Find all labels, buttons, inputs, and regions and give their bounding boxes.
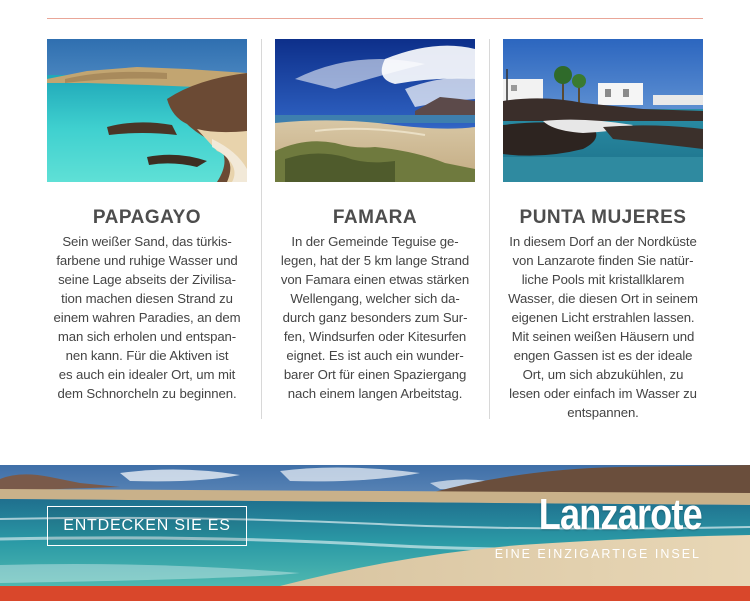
text-line: legen, hat der 5 km lange Strand <box>280 253 470 268</box>
top-divider-rule <box>47 18 703 19</box>
text-line: Mit seinen weißen Häusern und <box>511 329 695 344</box>
text-line: fen, Windsurfen oder Kitesurfen <box>283 329 467 344</box>
column-title: FAMARA <box>332 207 418 228</box>
text-line: Ort, um sich abzukühlen, zu <box>522 367 684 382</box>
column-title: PUNTA MUJERES <box>519 207 687 228</box>
beach-photo-papagayo <box>47 39 247 182</box>
text-line: Wellengang, welcher sich da- <box>290 291 460 306</box>
column-divider <box>489 39 490 419</box>
text-line: barer Ort für einen Spaziergang <box>283 367 467 382</box>
text-line: Sein weißer Sand, das türkis- <box>62 234 232 249</box>
text-line: man sich erholen und entspan- <box>57 329 237 344</box>
column-divider <box>261 39 262 419</box>
text-line: dem Schnorcheln zu beginnen. <box>57 386 237 401</box>
brand-title: Lanzarote <box>538 490 702 539</box>
column-description <box>47 232 247 403</box>
dunes-photo-famara <box>275 39 475 182</box>
text-line: von Famara einen etwas stärken <box>280 272 470 287</box>
text-line: eigenen Licht erstrahlen lassen. <box>511 310 695 325</box>
text-line: tion machen diesen Strand zu <box>61 291 233 306</box>
text-line: engen Gassen ist es der ideale <box>513 348 693 363</box>
text-line: durch ganz besonders zum Sur- <box>282 310 468 325</box>
text-line: In der Gemeinde Teguise ge- <box>291 234 459 249</box>
lanzarote-banner <box>0 465 750 586</box>
column-famara <box>275 39 475 403</box>
text-line: farbene und ruhige Wasser und <box>56 253 238 268</box>
column-description <box>503 232 703 422</box>
text-line: eignet. Es ist auch ein wunder- <box>286 348 464 363</box>
text-line: lesen oder einfach im Wasser zu <box>509 386 697 401</box>
column-punta-mujeres <box>503 39 703 422</box>
text-line: einem wahren Paradies, an dem <box>53 310 241 325</box>
text-line: Wasser, die diesen Ort in seinem <box>508 291 698 306</box>
village-photo-punta-mujeres <box>503 39 703 182</box>
text-line: von Lanzarote finden Sie natür- <box>512 253 694 268</box>
text-line: entspannen. <box>567 405 639 420</box>
column-papagayo <box>47 39 247 403</box>
footer-accent-bar <box>0 586 750 601</box>
text-line: seine Lage abseits der Zivilisa- <box>58 272 236 287</box>
text-line: es auch ein idealer Ort, um mit <box>58 367 236 382</box>
text-line: liche Pools mit kristallklarem <box>521 272 685 287</box>
brand-subtitle: EINE EINZIGARTIGE INSEL <box>494 547 701 561</box>
column-description <box>275 232 475 403</box>
text-line: nen kann. Für die Aktiven ist <box>65 348 229 363</box>
text-line: In diesem Dorf an der Nordküste <box>509 234 697 249</box>
column-title: PAPAGAYO <box>92 207 202 228</box>
text-line: nach einem langen Arbeitstag. <box>287 386 463 401</box>
beach-columns <box>47 39 703 419</box>
discover-button[interactable]: ENTDECKEN SIE ES <box>47 506 247 546</box>
